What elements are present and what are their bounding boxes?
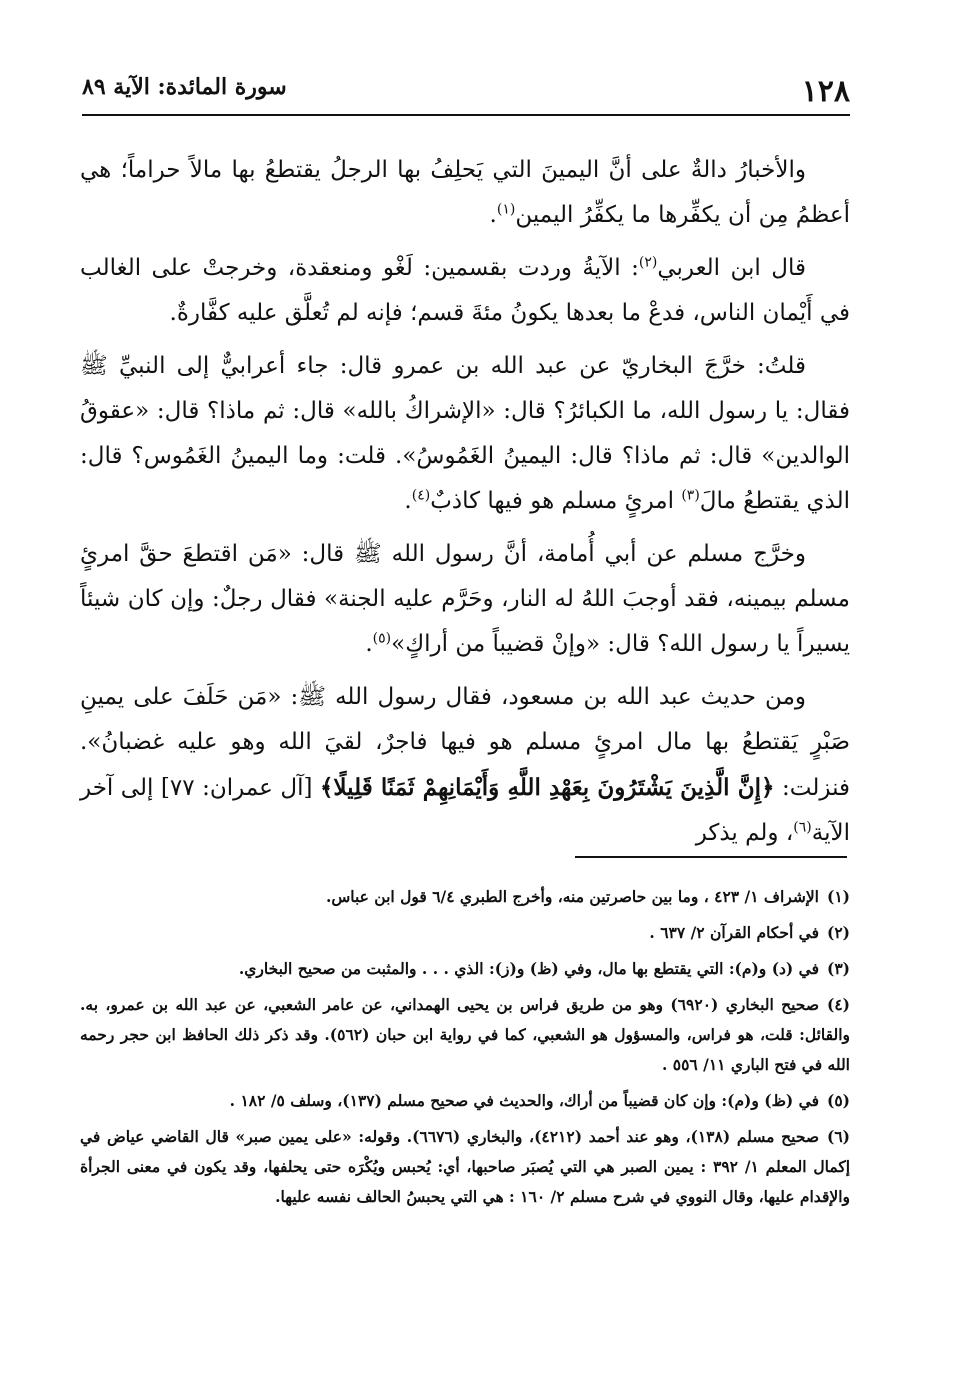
footnote-2 <box>80 918 850 948</box>
footnote-number: (٤) <box>826 995 850 1014</box>
footnote-5 <box>80 1086 850 1116</box>
footnotes <box>80 882 850 1218</box>
footnote-ref-2: (٢) <box>638 254 658 271</box>
text: [آل عمران: ٧٧] إلى آخر الآية <box>80 775 850 846</box>
footnote-1 <box>80 882 850 912</box>
text: ومن حديث عبد الله بن مسعود، فقال رسول الله ﷺ: «مَن حَلَفَ على يمينِ صَبْرٍ يَقتطعُ بها مال امرئٍ مسلم هو فيها فاجرٌ، لقيَ الله وهو عليه غضبانُ». فنزلت: <box>80 684 851 801</box>
paragraph-2 <box>80 246 850 336</box>
footnote-number: (٣) <box>826 959 850 978</box>
footnote-ref-3: (٣) <box>681 487 700 504</box>
text: . <box>365 631 373 657</box>
page-header <box>82 66 850 116</box>
text: ، ولم يذكر <box>695 820 794 846</box>
footnote-text: في أحكام القرآن ٢/ ٦٣٧ . <box>649 923 819 942</box>
paragraph-4 <box>80 532 850 667</box>
footnote-6 <box>80 1122 850 1212</box>
footnote-number: (٢) <box>826 923 850 942</box>
paragraph-1 <box>80 148 850 238</box>
text: والأخبارُ دالةٌ على أنَّ اليمينَ التي يَحلِفُ بها الرجلُ يقتطعُ بها مالاً حراماً؛ هي أعظمُ مِن أن يكفِّرها ما يكفِّرُ اليمين <box>80 157 850 228</box>
footnote-number: (٦) <box>826 1127 850 1146</box>
footnote-3 <box>80 954 850 984</box>
footnote-separator <box>575 856 847 858</box>
footnote-text: في (ظ) و(م): وإن كان قضيباً من أراك، والحديث في صحيح مسلم (١٣٧)، وسلف ٥/ ١٨٢ . <box>229 1091 819 1110</box>
footnote-number: (٥) <box>826 1091 850 1110</box>
text: قلتُ: خرَّجَ البخاريّ عن عبد الله بن عمرو قال: جاء أعرابيٌّ إلى النبيِّ ﷺ فقال: يا رسول الله، ما الكبائرُ؟ قال: «الإشراكُ بالله» قال: ثم ماذا؟ قال: «عقوقُ الوالدين» قال: ثم ماذا؟ قال: اليمينُ الغَمُوسُ». قلت: وما اليمينُ الغَمُوس؟ قال: الذي يقتطعُ مالَ <box>80 353 850 514</box>
running-title: سورة المائدة: الآية ٨٩ <box>82 74 287 100</box>
page-number: ١٢٨ <box>801 74 850 109</box>
main-text <box>80 148 850 864</box>
text: . <box>489 202 497 228</box>
text: قال ابن العربي <box>657 255 806 281</box>
footnote-number: (١) <box>826 887 850 906</box>
footnote-text: في (د) و(م): التي يقتطع بها مال، وفي (ظ) و(ز): الذي . . . والمثبت من صحيح البخاري. <box>238 959 819 978</box>
text: : الآيةُ وردت بقسمين: لَغْو ومنعقدة، وخرجتْ على الغالب في أَيْمان الناس، فدعْ ما بعدها يكونُ مئةَ قسم؛ فإنه لم تُعلَّق عليه كفَّارةٌ. <box>80 255 850 326</box>
footnote-text: الإشراف ١/ ٤٢٣ ، وما بين حاصرتين منه، وأخرج الطبري ٦/٤ قول ابن عباس. <box>325 887 819 906</box>
footnote-ref-5: (٥) <box>372 630 392 647</box>
footnote-text: صحيح البخاري (٦٩٢٠) وهو من طريق فراس بن يحيى الهمداني، عن عامر الشعبي، عن عبد الله بن عمرو، به. والقائل: قلت، هو فراس، والمسؤول هو الشعبي، كما في رواية ابن حبان (٥٦٢). وقد ذكر ذلك الحافظ ابن حجر رحمه الله في فتح الباري ١١/ ٥٥٦ . <box>80 995 850 1074</box>
quran-verse: ﴿إِنَّ الَّذِينَ يَشْتَرُونَ بِعَهْدِ اللَّهِ وَأَيْمَانِهِمْ ثَمَنًا قَلِيلًا﴾ <box>319 774 775 801</box>
footnote-4 <box>80 990 850 1080</box>
paragraph-3 <box>80 344 850 524</box>
footnote-ref-4: (٤) <box>411 487 431 504</box>
text: وخرَّج مسلم عن أبي أُمامة، أنَّ رسول الله ﷺ قال: «مَن اقتطعَ حقَّ امرئٍ مسلم بيمينه، فقد أوجبَ اللهُ له النار، وحَرَّم عليه الجنة» فقال رجلٌ: وإن كان شيئاً يسيراً يا رسول الله؟ قال: «وإنْ قضيباً من أراكٍ» <box>80 541 850 657</box>
paragraph-5 <box>80 675 850 856</box>
footnote-ref-1: (١) <box>496 201 516 218</box>
text: . <box>404 488 412 514</box>
text: امرئٍ مسلم هو فيها كاذبٌ <box>430 488 682 514</box>
footnote-ref-6: (٦) <box>793 819 812 836</box>
footnote-text: صحيح مسلم (١٣٨)، وهو عند أحمد (٤٢١٢)، والبخاري (٦٦٧٦). وقوله: «على يمين صبر» قال القاضي عياض في إكمال المعلم ١/ ٣٩٢ : يمين الصبر هي التي يُصبَر صاحبها، أي: يُحبس ويُكْرَه حتى يحلفها، وقد يكون في معنى الجرأة والإقدام عليها، وقال النووي في شرح مسلم ٢/ ١٦٠ : هي التي يحبسُ الحالف نفسه عليها. <box>80 1127 851 1206</box>
